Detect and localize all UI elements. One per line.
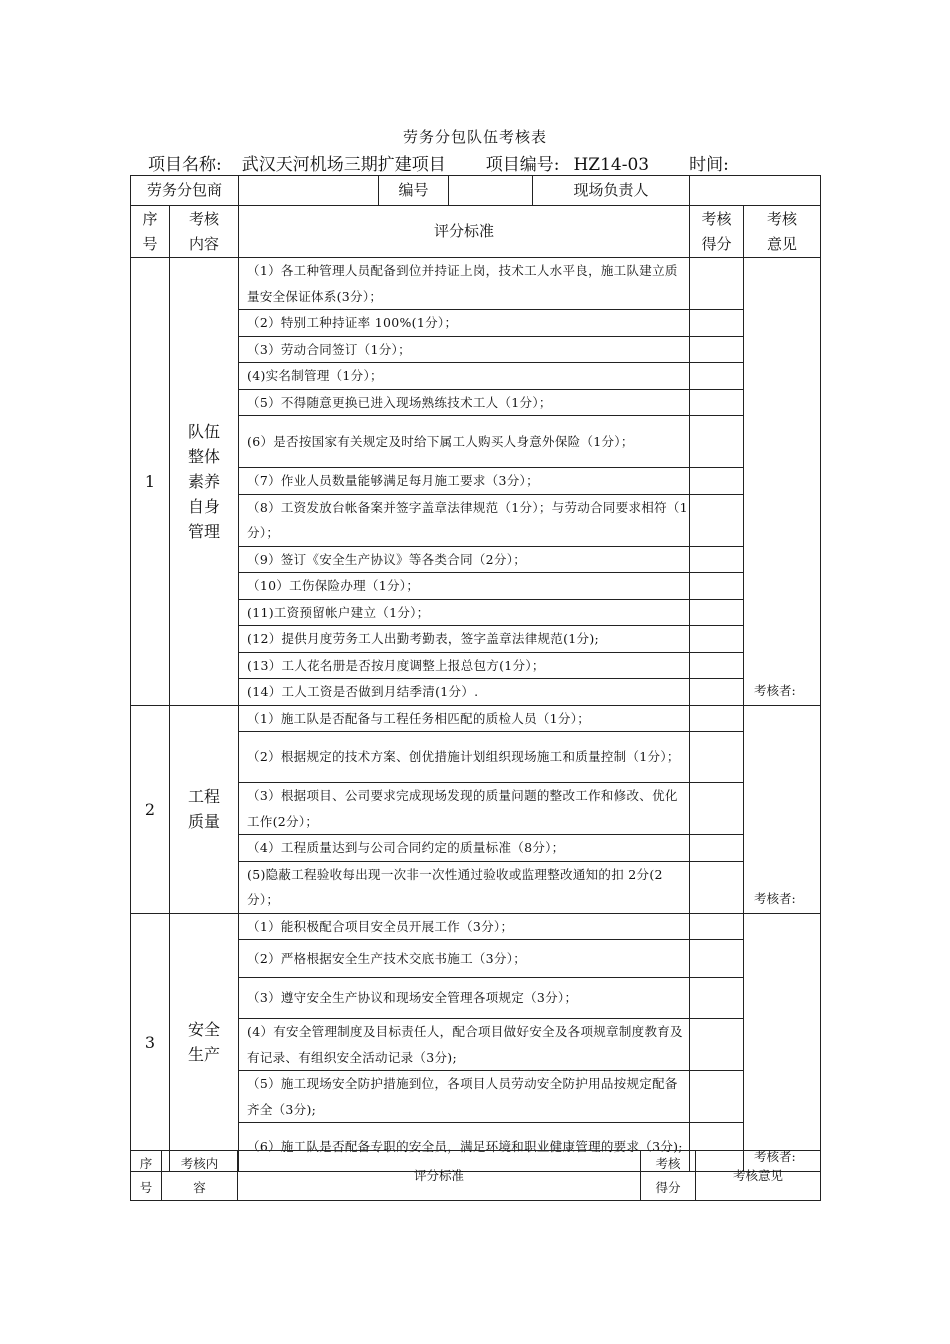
score-cell[interactable] <box>690 336 744 363</box>
score-cell[interactable] <box>690 310 744 337</box>
score-cell[interactable] <box>690 940 744 978</box>
score-cell[interactable] <box>690 389 744 416</box>
criteria-item: (11)工资预留帐户建立（1分）； <box>239 599 690 626</box>
project-line <box>148 150 729 175</box>
header-criteria: 评分标准 <box>239 206 690 258</box>
code-field[interactable] <box>449 176 533 206</box>
project-name-value: 武汉天河机场三期扩建项目 <box>241 155 446 175</box>
project-number-value: HZ14-03 <box>573 155 650 175</box>
criteria-item: （2）根据规定的技术方案、创优措施计划组织现场施工和质量控制（1分）； <box>239 732 690 783</box>
criteria-item: (12）提供月度劳务工人出勤考勤表，签字盖章法律规范(1分); <box>239 626 690 653</box>
score-cell[interactable] <box>690 978 744 1019</box>
score-cell[interactable] <box>690 468 744 495</box>
score-cell[interactable] <box>690 1071 744 1123</box>
section-name: 工程 质量 <box>170 705 239 913</box>
score-cell[interactable] <box>690 861 744 913</box>
score-cell[interactable] <box>690 1019 744 1071</box>
score-cell[interactable] <box>690 416 744 468</box>
criteria-row <box>131 258 821 310</box>
footer-content: 考核内 容 <box>162 1151 238 1201</box>
subcontractor-field[interactable] <box>239 176 379 206</box>
assessment-table <box>130 175 821 1172</box>
criteria-item: （1）能积极配合项目安全员开展工作（3分）； <box>239 913 690 940</box>
criteria-row <box>131 705 821 732</box>
criteria-item: （8）工资发放台帐备案并签字盖章法律规范（1分）；与劳动合同要求相符（1分）； <box>239 494 690 546</box>
footer-opinion: 考核意见 <box>696 1151 821 1201</box>
form-title: 劳务分包队伍考核表 <box>402 128 547 146</box>
subcontractor-label: 劳务分包商 <box>131 176 239 206</box>
criteria-item: （3）根据项目、公司要求完成现场发现的质量问题的整改工作和修改、优化工作(2分）； <box>239 783 690 835</box>
header-row <box>131 206 821 258</box>
criteria-item: （1）各工种管理人员配备到位并持证上岗，技术工人水平良，施工队建立质量安全保证体系(3分）； <box>239 258 690 310</box>
criteria-item: (4)实名制管理（1分）； <box>239 363 690 390</box>
criteria-item: （7）作业人员数量能够满足每月施工要求（3分）； <box>239 468 690 495</box>
criteria-item: （3）遵守安全生产协议和现场安全管理各项规定（3分）； <box>239 978 690 1019</box>
criteria-item: （1）施工队是否配备与工程任务相匹配的质检人员（1分）； <box>239 705 690 732</box>
criteria-item: （2）特别工种持证率 100%(1分）； <box>239 310 690 337</box>
header-seq: 序 号 <box>131 206 170 258</box>
score-cell[interactable] <box>690 679 744 706</box>
footer-score: 考核 得分 <box>641 1151 696 1201</box>
section-number: 3 <box>131 913 170 1172</box>
criteria-item: （6）施工队是否配备专职的安全员，满足环境和职业健康管理的要求（3分); <box>239 1123 690 1172</box>
time-label: 时间: <box>689 155 729 175</box>
criteria-item: （2）严格根据安全生产技术交底书施工（3分）； <box>239 940 690 978</box>
score-cell[interactable] <box>690 783 744 835</box>
criteria-item: （5）不得随意更换已进入现场熟练技术工人（1分）； <box>239 389 690 416</box>
score-cell[interactable] <box>690 363 744 390</box>
info-row <box>131 176 821 206</box>
code-label: 编号 <box>379 176 449 206</box>
score-cell[interactable] <box>690 913 744 940</box>
section-name: 队伍 整体 素养 自身 管理 <box>170 258 239 706</box>
score-cell[interactable] <box>690 732 744 783</box>
score-cell[interactable] <box>690 705 744 732</box>
score-cell[interactable] <box>690 626 744 653</box>
criteria-item: （10）工伤保险办理（1分）； <box>239 573 690 600</box>
score-cell[interactable] <box>690 494 744 546</box>
criteria-item: (6）是否按国家有关规定及时给下属工人购买人身意外保险（1分）； <box>239 416 690 468</box>
criteria-item: (14）工人工资是否做到月结季清(1分）. <box>239 679 690 706</box>
header-content: 考核 内容 <box>170 206 239 258</box>
score-cell[interactable] <box>690 258 744 310</box>
section-name: 安全 生产 <box>170 913 239 1172</box>
criteria-item: （4）工程质量达到与公司合同约定的质量标准（8分）； <box>239 835 690 862</box>
score-cell[interactable] <box>690 573 744 600</box>
criteria-item: (4）有安全管理制度及目标责任人，配合项目做好安全及各项规章制度教育及有记录、有组织安全活动记录（3分); <box>239 1019 690 1071</box>
reviewer-signature[interactable]: 考核者: <box>744 705 821 913</box>
footer-header-table <box>130 1150 821 1201</box>
section-number: 2 <box>131 705 170 913</box>
reviewer-signature[interactable]: 考核者: <box>744 913 821 1172</box>
reviewer-signature[interactable]: 考核者: <box>744 258 821 706</box>
footer-criteria: 评分标准 <box>238 1151 641 1201</box>
score-cell[interactable] <box>690 835 744 862</box>
project-name-label: 项目名称: <box>148 155 222 175</box>
score-cell[interactable] <box>690 652 744 679</box>
criteria-item: （9）签订《安全生产协议》等各类合同（2分）； <box>239 546 690 573</box>
site-manager-field[interactable] <box>690 176 821 206</box>
section-number: 1 <box>131 258 170 706</box>
footer-seq: 序 号 <box>131 1151 162 1201</box>
criteria-item: (5)隐蔽工程验收每出现一次非一次性通过验收或监理整改通知的扣 2分(2分）； <box>239 861 690 913</box>
site-manager-label: 现场负责人 <box>533 176 690 206</box>
header-score: 考核 得分 <box>690 206 744 258</box>
criteria-row <box>131 913 821 940</box>
header-opinion: 考核 意见 <box>744 206 821 258</box>
criteria-item: （5）施工现场安全防护措施到位，各项目人员劳动安全防护用品按规定配备齐全（3分); <box>239 1071 690 1123</box>
score-cell[interactable] <box>690 599 744 626</box>
score-cell[interactable] <box>690 546 744 573</box>
criteria-item: (13）工人花名册是否按月度调整上报总包方(1分）； <box>239 652 690 679</box>
criteria-item: （3）劳动合同签订（1分）； <box>239 336 690 363</box>
project-number-label: 项目编号: <box>485 155 560 175</box>
